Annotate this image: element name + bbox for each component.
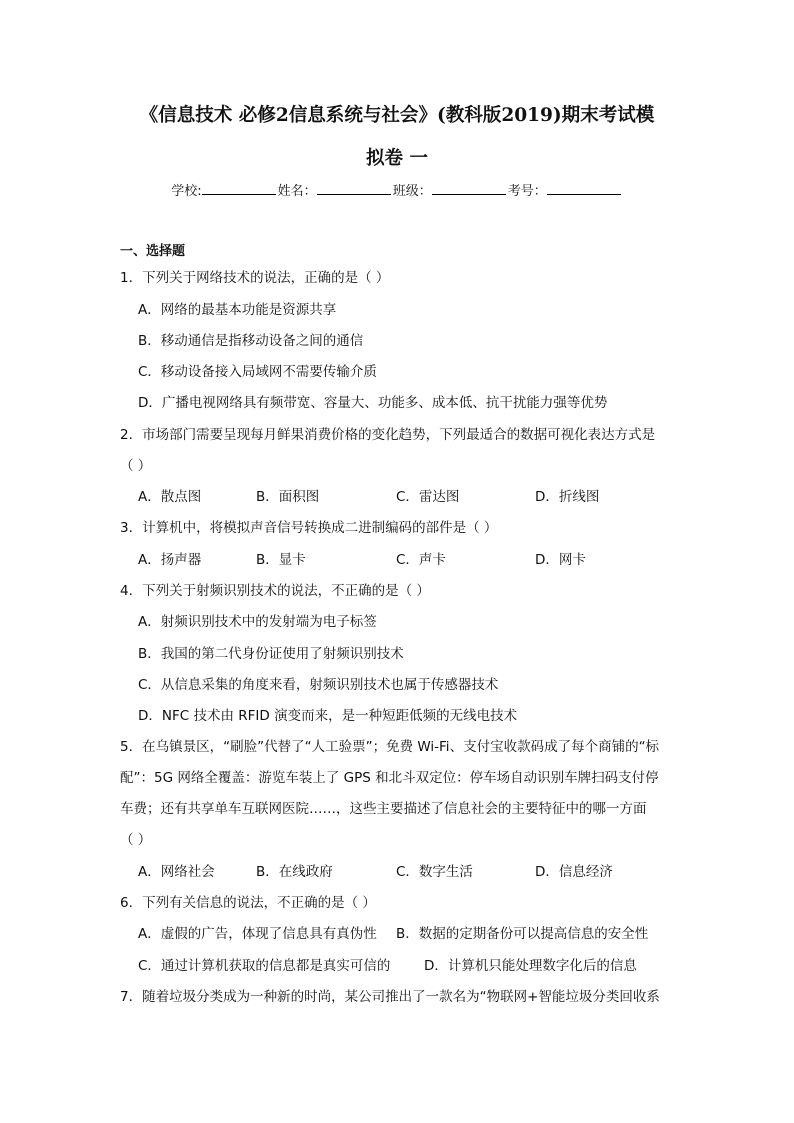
q4-option-c: C．从信息采集的角度来看，射频识别技术也属于传感器技术 <box>138 677 499 693</box>
school-label: 学校: <box>171 184 202 199</box>
q3-option-c: C．声卡 <box>396 552 446 568</box>
q1-option-a: A．网络的最基本功能是资源共享 <box>138 302 337 318</box>
q2-option-b: B．面积图 <box>256 489 320 505</box>
q6-option-d: D．计算机只能处理数字化后的信息 <box>424 958 637 974</box>
q5-stem-line2: 配”：5G 网络全覆盖：游览车装上了 GPS 和北斗双定位：停车场自动识别车牌扫码支付停 <box>120 770 659 786</box>
q6-option-b: B．数据的定期备份可以提高信息的安全性 <box>396 926 649 942</box>
q2-stem-line1: 2．市场部门需要呈现每月鲜果消费价格的变化趋势，下列最适合的数据可视化表达方式是 <box>120 427 656 443</box>
exam-title-line2: 拟卷 一 <box>365 148 429 169</box>
q6-stem: 6．下列有关信息的说法，不正确的是（ ） <box>120 895 376 911</box>
q2-stem-line2: （ ） <box>120 458 152 474</box>
q1-option-c: C．移动设备接入局域网不需要传输介质 <box>138 364 377 380</box>
q2-option-d: D．折线图 <box>535 489 600 505</box>
q5-option-b: B．在线政府 <box>256 864 333 880</box>
q3-option-a: A．扬声器 <box>138 552 202 568</box>
class-label: 班级： <box>392 184 432 199</box>
q5-option-a: A．网络社会 <box>138 864 215 880</box>
q5-option-c: C．数字生活 <box>396 864 473 880</box>
q2-option-a: A．散点图 <box>138 489 202 505</box>
q5-option-d: D．信息经济 <box>535 864 613 880</box>
name-label: 姓名： <box>277 184 317 199</box>
class-blank <box>432 182 506 195</box>
q3-option-d: D．网卡 <box>535 552 586 568</box>
name-blank <box>317 182 391 195</box>
number-label: 考号： <box>507 184 547 199</box>
q6-option-c: C．通过计算机获取的信息都是真实可信的 <box>138 958 391 974</box>
q1-stem: 1．下列关于网络技术的说法，正确的是（ ） <box>120 270 390 286</box>
q5-stem-line1: 5．在乌镇景区，“刷脸”代替了“人工验票”；免费 Wi-Fi、支付宝收款码成了每个商铺的“标 <box>120 739 660 755</box>
q6-option-a: A．虚假的广告，体现了信息具有真伪性 <box>138 926 377 942</box>
q4-option-a: A．射频识别技术中的发射端为电子标签 <box>138 614 377 630</box>
section-title: 一、选择题 <box>120 244 186 259</box>
number-blank <box>547 182 621 195</box>
student-info-line <box>0 180 794 199</box>
q1-option-b: B．移动通信是指移动设备之间的通信 <box>138 333 364 349</box>
q3-stem: 3．计算机中，将模拟声音信号转换成二进制编码的部件是（ ） <box>120 520 498 536</box>
q4-option-d: D．NFC 技术由 RFID 演变而来，是一种短距低频的无线电技术 <box>138 708 518 724</box>
exam-title-line1: 《信息技术 必修2信息系统与社会》(教科版2019)期末考试模 <box>139 105 655 126</box>
q3-option-b: B．显卡 <box>256 552 306 568</box>
q1-option-d: D．广播电视网络具有频带宽、容量大、功能多、成本低、抗干扰能力强等优势 <box>138 395 608 411</box>
q7-stem-line1: 7．随着垃圾分类成为一种新的时尚，某公司推出了一款名为“物联网+智能垃圾分类回收系 <box>120 989 660 1005</box>
q5-stem-line4: （ ） <box>120 832 152 848</box>
q4-option-b: B．我国的第二代身份证使用了射频识别技术 <box>138 646 404 662</box>
q2-option-c: C．雷达图 <box>396 489 460 505</box>
q4-stem: 4．下列关于射频识别技术的说法，不正确的是（ ） <box>120 583 430 599</box>
q5-stem-line3: 车费；还有共享单车互联网医院……，这些主要描述了信息社会的主要特征中的哪一方面 <box>120 801 647 817</box>
school-blank <box>202 182 276 195</box>
